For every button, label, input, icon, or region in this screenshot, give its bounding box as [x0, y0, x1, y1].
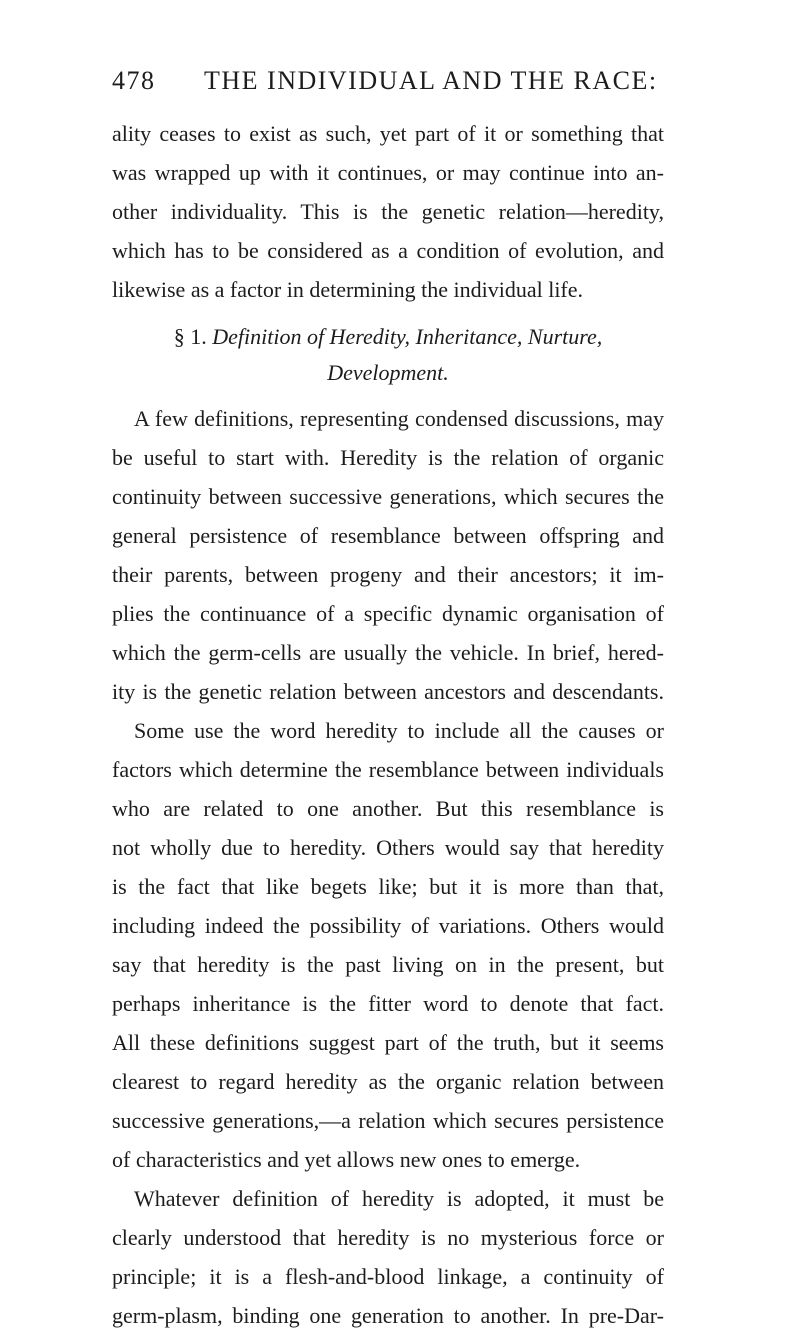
section-title: Definition of Heredity, Inheritance, Nurture, — [212, 324, 603, 349]
text-line: All these definitions suggest part of the truth, but it seems — [112, 1030, 664, 1055]
section-heading — [112, 319, 664, 391]
text-line: factors which determine the resemblance between individuals — [112, 757, 664, 782]
body-text — [112, 114, 664, 1335]
intro-paragraph — [112, 114, 664, 309]
section-heading-line-1 — [112, 319, 664, 355]
text-line: germ-plasm, binding one generation to another. In pre-Dar- — [112, 1303, 664, 1328]
text-line: ity is the genetic relation between ancestors and descendants. — [112, 679, 664, 704]
text-line: including indeed the possibility of variations. Others would — [112, 913, 664, 938]
text-line: who are related to one another. But this resemblance is — [112, 796, 664, 821]
text-line: their parents, between progeny and their ancestors; it im- — [112, 562, 664, 587]
section-number: § 1. — [173, 324, 207, 349]
text-line: which the germ-cells are usually the vehicle. In brief, hered- — [112, 640, 664, 665]
text-line: A few definitions, representing condensed discussions, may — [134, 406, 664, 431]
text-line: successive generations,—a relation which secures persistence — [112, 1108, 664, 1133]
text-line: Some use the word heredity to include all the causes or — [134, 718, 664, 743]
page-number: 478 — [112, 66, 156, 95]
paragraph-1 — [112, 399, 664, 1179]
text-line: other individuality. This is the genetic relation—heredity, — [112, 199, 664, 224]
running-head-title: THE INDIVIDUAL AND THE RACE: — [204, 66, 658, 95]
text-line: say that heredity is the past living on in the present, but — [112, 952, 664, 977]
text-line: plies the continuance of a specific dynamic organisation of — [112, 601, 664, 626]
text-line: general persistence of resemblance between offspring and — [112, 523, 664, 548]
text-line: likewise as a factor in determining the individual life. — [112, 277, 584, 302]
text-line: continuity between successive generations, which secures the — [112, 484, 664, 509]
text-line: be useful to start with. Heredity is the relation of organic — [112, 445, 664, 470]
text-line: ality ceases to exist as such, yet part of it or something that — [112, 121, 664, 146]
text-line: not wholly due to heredity. Others would say that heredity — [112, 835, 664, 860]
text-line: principle; it is a flesh-and-blood linkage, a continuity of — [112, 1264, 664, 1289]
text-line: clearly understood that heredity is no mysterious force or — [112, 1225, 664, 1250]
text-line: Whatever definition of heredity is adopted, it must be — [134, 1186, 664, 1211]
paragraph-2 — [112, 1179, 664, 1335]
text-line: is the fact that like begets like; but it is more than that, — [112, 874, 664, 899]
text-line: perhaps inheritance is the fitter word to denote that fact. — [112, 991, 664, 1016]
text-line: which has to be considered as a condition of evolution, and — [112, 238, 664, 263]
text-line: was wrapped up with it continues, or may continue into an- — [112, 160, 664, 185]
running-head — [112, 66, 664, 106]
text-line: clearest to regard heredity as the organic relation between — [112, 1069, 664, 1094]
section-title-continued: Development. — [327, 360, 449, 385]
text-line: of characteristics and yet allows new ones to emerge. — [112, 1147, 581, 1172]
